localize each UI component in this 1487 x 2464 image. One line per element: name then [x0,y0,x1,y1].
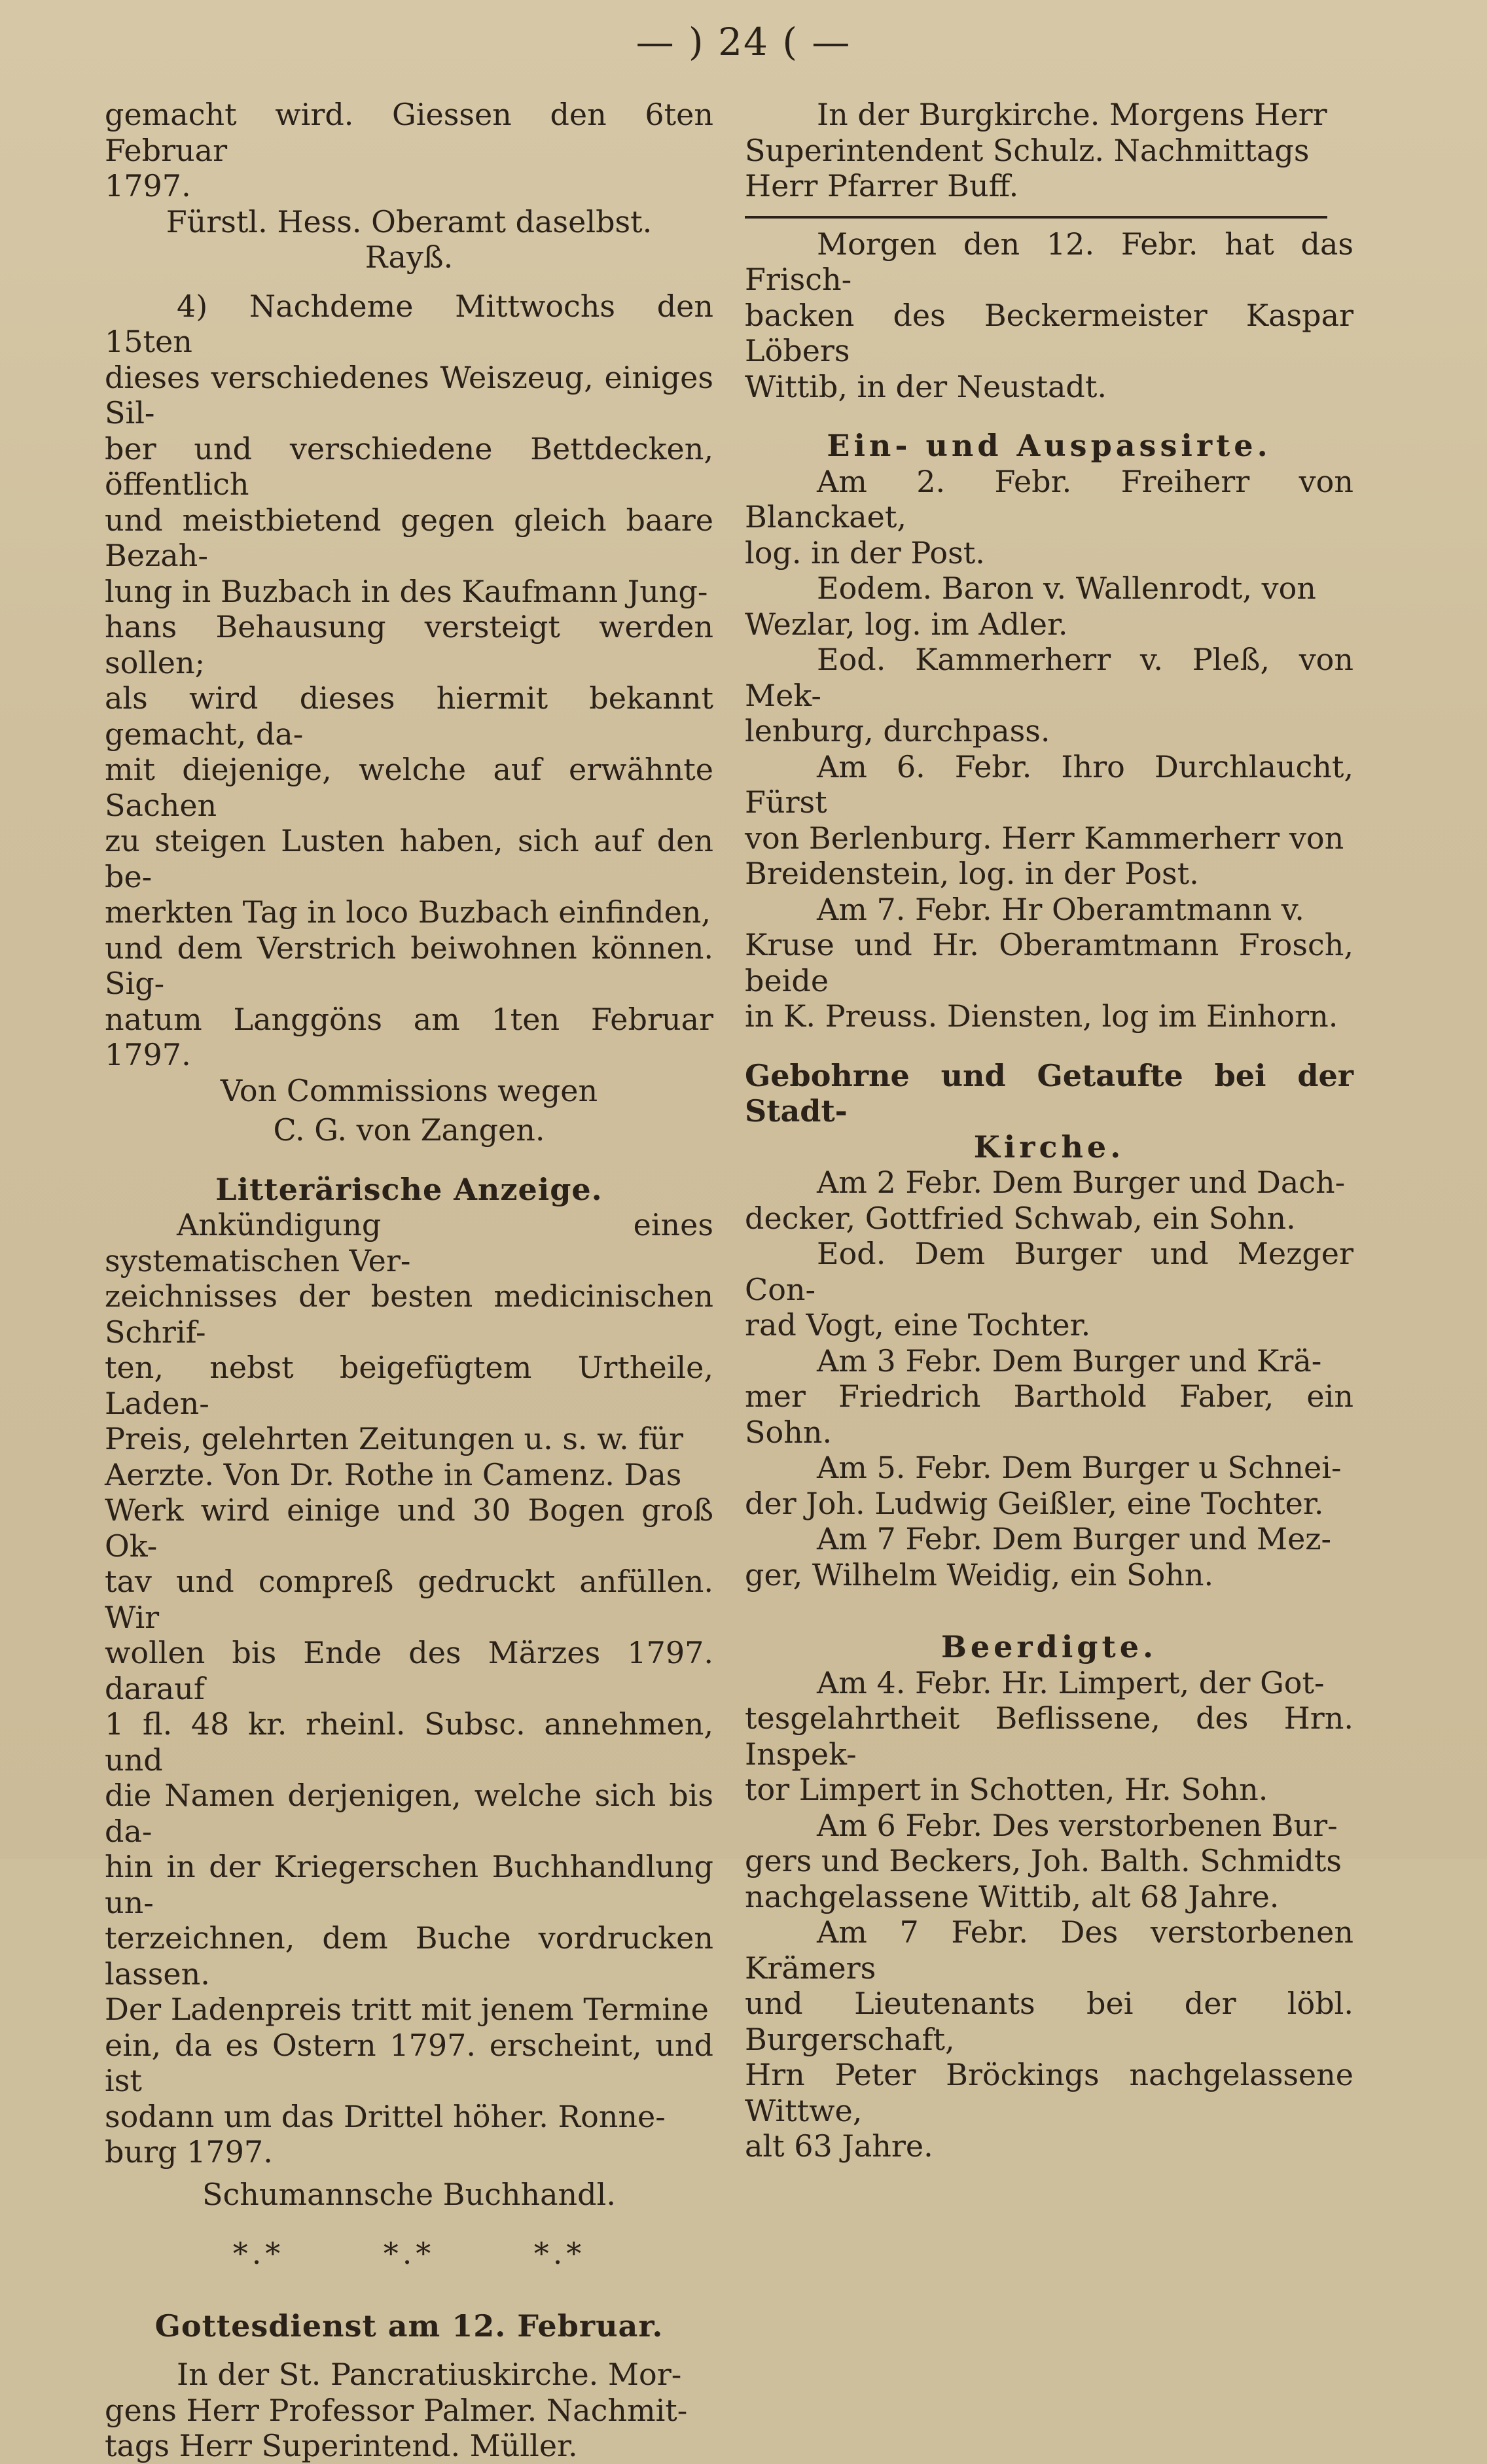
text-line: Eod. Dem Burger und Mezger Con- [745,1236,1353,1307]
commission-line: Von Commissions wegen [220,1072,598,1108]
asterism: *.* [232,2236,285,2271]
burials-list [745,1665,1353,2164]
text-line: terzeichnen, dem Buche vordrucken lassen. [105,1920,713,1992]
literary-heading: Litterärische Anzeige. [215,1171,603,1207]
text-line: Preis, gelehrten Zeitungen u. s. w. für [105,1421,683,1456]
text-line: sodann um das Drittel höher. Ronne- [105,2098,666,2134]
text-line: Am 4. Febr. Hr. Limpert, der Got- [817,1664,1325,1700]
text-line: Am 2 Febr. Dem Burger und Dach- [817,1165,1346,1200]
text-line: merkten Tag in loco Buzbach einfinden, [105,894,711,930]
text-line: lung in Buzbach in des Kaufmann Jung- [105,573,708,609]
star-divider [105,2236,713,2272]
text-line: lenburg, durchpass. [745,713,1050,748]
intro-line: gemacht wird. Giessen den 6ten Februar [105,97,713,168]
intro-line: 1797. [105,168,191,203]
text-line: Am 7. Febr. Hr Oberamtmann v. [817,891,1304,927]
text-line: zeichnisses der besten medicinischen Schrif- [105,1278,713,1350]
text-line: hin in der Kriegerschen Buchhandlung un- [105,1849,713,1920]
text-line: Wezlar, log. im Adler. [745,606,1068,642]
text-line: tags Herr Superintend. Müller. [105,2428,578,2463]
text-line: Superintendent Schulz. Nachmittags [745,132,1310,168]
text-line: in K. Preuss. Diensten, log im Einhorn. [745,998,1338,1034]
right-column [745,97,1353,2164]
text-line: zu steigen Lusten haben, sich auf den be- [105,823,713,894]
burials-heading: Beerdigte. [941,1629,1157,1664]
asterism: *.* [533,2236,586,2271]
signature-line: Rayß. [365,239,454,275]
text-line: decker, Gottfried Schwab, ein Sohn. [745,1200,1296,1236]
literary-notice [105,1207,713,2170]
text-line: Am 7 Febr. Des verstorbenen Krämers [745,1914,1353,1986]
text-line: alt 63 Jahre. [745,2128,933,2164]
text-line: ein, da es Ostern 1797. erscheint, und ist [105,2027,713,2098]
text-line: Eodem. Baron v. Wallenrodt, von [817,571,1316,606]
text-line: 4) Nachdeme Mittwochs den 15ten [105,288,713,359]
text-line: ten, nebst beigefügtem Urtheile, Laden- [105,1350,713,1421]
text-line: log. in der Post. [745,535,985,571]
service-heading: Gottesdienst am 12. Februar. [154,2308,664,2344]
burgkirche-notice [745,97,1353,204]
literary-signature: Schumannsche Buchhandl. [202,2176,616,2212]
text-line: Breidenstein, log. in der Post. [745,856,1199,891]
text-line: mit diejenige, welche auf erwähnte Sachen [105,752,713,823]
text-line: Am 5. Febr. Dem Burger u Schnei- [817,1450,1342,1485]
text-line: Am 6. Febr. Ihro Durchlaucht, Fürst [745,748,1353,820]
text-line: Herr Pfarrer Buff. [745,168,1019,203]
text-line: Wittib, in der Neustadt. [745,368,1107,404]
text-line: hans Behausung versteigt werden sollen; [105,609,713,680]
text-line: gers und Beckers, Joh. Balth. Schmidts [745,1843,1342,1878]
notice-4 [105,289,713,1073]
text-line: Werk wird einige und 30 Bogen groß Ok- [105,1492,713,1564]
text-line: ber und verschiedene Bettdecken, öffentlich [105,431,713,502]
text-line: Am 3 Febr. Dem Burger und Krä- [817,1343,1322,1379]
service-notice [105,2357,713,2464]
text-line: dieses verschiedenes Weiszeug, einiges Sil- [105,359,713,431]
text-line: Morgen den 12. Febr. hat das Frisch- [745,226,1353,297]
commission-signature: C. G. von Zangen. [273,1112,545,1148]
text-line: nachgelassene Wittib, alt 68 Jahre. [745,1878,1280,1914]
text-line: natum Langgöns am 1ten Februar 1797. [105,1001,713,1072]
text-line: backen des Beckermeister Kaspar Löbers [745,297,1353,368]
left-column [105,97,713,2464]
text-line: als wird dieses hiermit bekannt gemacht, da- [105,680,713,752]
text-line: der Joh. Ludwig Geißler, eine Tochter. [745,1485,1324,1521]
baking-notice [745,226,1353,405]
text-line: Am 2. Febr. Freiherr von Blanckaet, [745,463,1353,535]
section-rule [745,216,1327,219]
text-line: Ankündigung eines systematischen Ver- [105,1207,713,1278]
text-line: 1 fl. 48 kr. rheinl. Subsc. annehmen, und [105,1706,713,1778]
text-line: Der Ladenpreis tritt mit jenem Termine [105,1992,709,2027]
text-line: Eod. Kammerherr v. Pleß, von Mek- [745,642,1353,713]
text-line: und meistbietend gegen gleich baare Bezah- [105,502,713,573]
text-line: tor Limpert in Schotten, Hr. Sohn. [745,1772,1268,1807]
text-line: burg 1797. [105,2134,273,2170]
text-line: die Namen derjenigen, welche sich bis da- [105,1778,713,1849]
text-line: gens Herr Professor Palmer. Nachmit- [105,2392,688,2428]
travellers-list [745,464,1353,1034]
text-line: mer Friedrich Barthold Faber, ein Sohn. [745,1379,1353,1450]
text-line: tav und compreß gedruckt anfüllen. Wir [105,1564,713,1635]
authority-line: Fürstl. Hess. Oberamt daselbst. [166,203,653,239]
text-line: Hrn Peter Bröckings nachgelassene Wittwe, [745,2057,1353,2128]
text-line: wollen bis Ende des Märzes 1797. darauf [105,1635,713,1706]
text-line: von Berlenburg. Herr Kammerherr von [745,820,1344,856]
text-line: und Lieutenants bei der löbl. Burgerschaft, [745,1986,1353,2057]
asterism: *.* [383,2236,435,2271]
births-heading: Kirche. [973,1129,1125,1165]
travellers-heading: Ein- und Auspassirte. [827,428,1272,463]
text-line: tesgelahrtheit Beflissene, des Hrn. Inspek- [745,1700,1353,1772]
births-list [745,1165,1353,1593]
births-heading: Gebohrne und Getaufte bei der Stadt- [745,1057,1353,1129]
text-line: rad Vogt, eine Tochter. [745,1307,1091,1343]
text-line: Am 7 Febr. Dem Burger und Mez- [817,1521,1332,1557]
text-line: Kruse und Hr. Oberamtmann Frosch, beide [745,927,1353,998]
text-line: In der St. Pancratiuskirche. Mor- [177,2357,682,2392]
text-line: In der Burgkirche. Morgens Herr [817,97,1327,132]
page-number: — ) 24 ( — [636,20,851,64]
text-line: und dem Verstrich beiwohnen können. Sig- [105,930,713,1001]
text-line: Am 6 Febr. Des verstorbenen Bur- [817,1807,1338,1843]
text-line: ger, Wilhelm Weidig, ein Sohn. [745,1557,1214,1593]
text-line: Aerzte. Von Dr. Rothe in Camenz. Das [105,1456,682,1492]
